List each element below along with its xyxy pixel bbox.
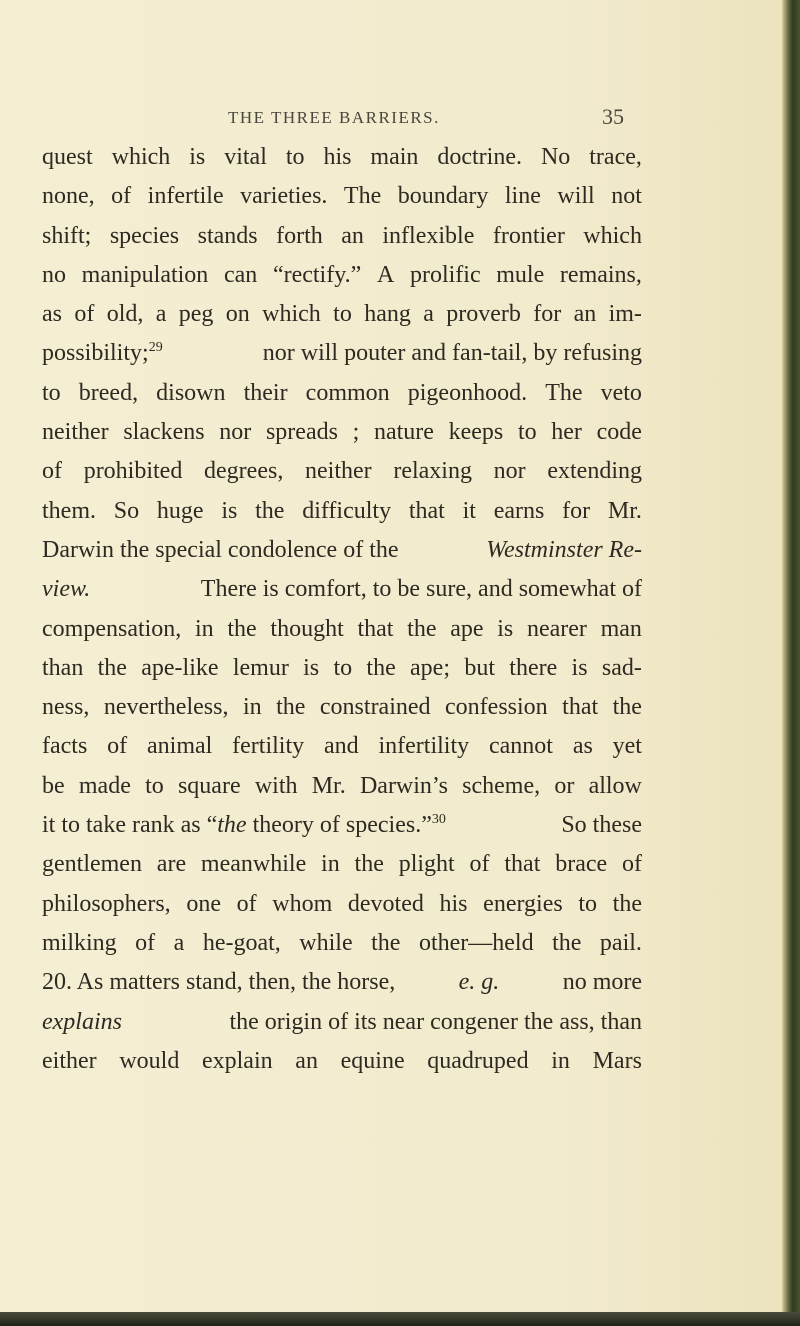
text-line: them. So huge is the difficulty that it earns for Mr. <box>42 497 642 524</box>
running-head: THE THREE BARRIERS. <box>228 108 440 127</box>
italic-word: the <box>217 812 247 839</box>
footnote-ref: 29 <box>148 340 163 356</box>
text-fragment: no more <box>562 969 642 996</box>
text-line: shift; species stands forth an inflexible frontier which <box>42 222 642 249</box>
text-line: to breed, disown their common pigeonhood. The veto <box>42 379 642 406</box>
text-line: of prohibited degrees, neither relaxing nor extending <box>42 458 642 485</box>
text-line: neither slackens nor spreads ; nature keeps to her code <box>42 419 642 446</box>
text-line: gentlemen are meanwhile in the plight of that brace of <box>42 851 642 878</box>
text-fragment: nor will pouter and fan-tail, by refusing <box>262 340 642 367</box>
text-line: compensation, in the thought that the ape is nearer man <box>42 615 642 642</box>
page-edge-shadow <box>782 0 800 1326</box>
text-line: than the ape-like lemur is to the ape; but there is sad- <box>42 654 642 681</box>
text-line <box>42 963 642 1002</box>
text-line: either would explain an equine quadruped in Mars <box>42 1047 642 1074</box>
text-fragment: Darwin the special condolence of the <box>42 536 399 563</box>
text-line <box>42 806 642 845</box>
text-line: facts of animal fertility and infertility cannot as yet <box>42 733 642 760</box>
italic-title: view. <box>42 576 91 603</box>
text-line <box>42 334 642 373</box>
text-line: philosophers, one of whom devoted his energies to the <box>42 890 642 917</box>
text-line <box>42 1003 642 1042</box>
text-fragment: 20. As matters stand, then, the horse, <box>42 969 396 996</box>
italic-word: explains <box>42 1008 122 1035</box>
page-number: 35 <box>602 104 624 129</box>
text-line: ness, nevertheless, in the constrained confession that the <box>42 694 642 721</box>
text-line: quest which is vital to his main doctrine. No trace, <box>42 144 642 170</box>
text-fragment: So these <box>561 812 642 839</box>
italic-abbrev: e. g. <box>458 969 500 996</box>
text-line: milking of a he-goat, while the other—held the pail. <box>42 929 642 956</box>
text-line <box>42 570 642 609</box>
italic-title: Westminster Re- <box>486 536 642 563</box>
text-line: be made to square with Mr. Darwin’s scheme, or allow <box>42 772 642 799</box>
text-line: no manipulation can “rectify.” A prolific mule remains, <box>42 261 642 288</box>
footnote-ref: 30 <box>431 812 446 828</box>
text-line <box>42 531 642 570</box>
body-text <box>42 138 642 1081</box>
text-fragment: the origin of its near congener the ass, than <box>229 1008 642 1035</box>
page-bottom-edge <box>0 1312 800 1326</box>
text-fragment: theory of species.” <box>252 812 432 839</box>
text-fragment: There is comfort, to be sure, and somewhat of <box>200 576 642 603</box>
text-fragment: possibility; <box>42 340 149 367</box>
text-line: none, of infertile varieties. The boundary line will not <box>42 183 642 210</box>
text-fragment: it to take rank as “ <box>42 812 218 839</box>
text-line: as of old, a peg on which to hang a proverb for an im- <box>42 301 642 328</box>
page-header <box>0 104 800 132</box>
